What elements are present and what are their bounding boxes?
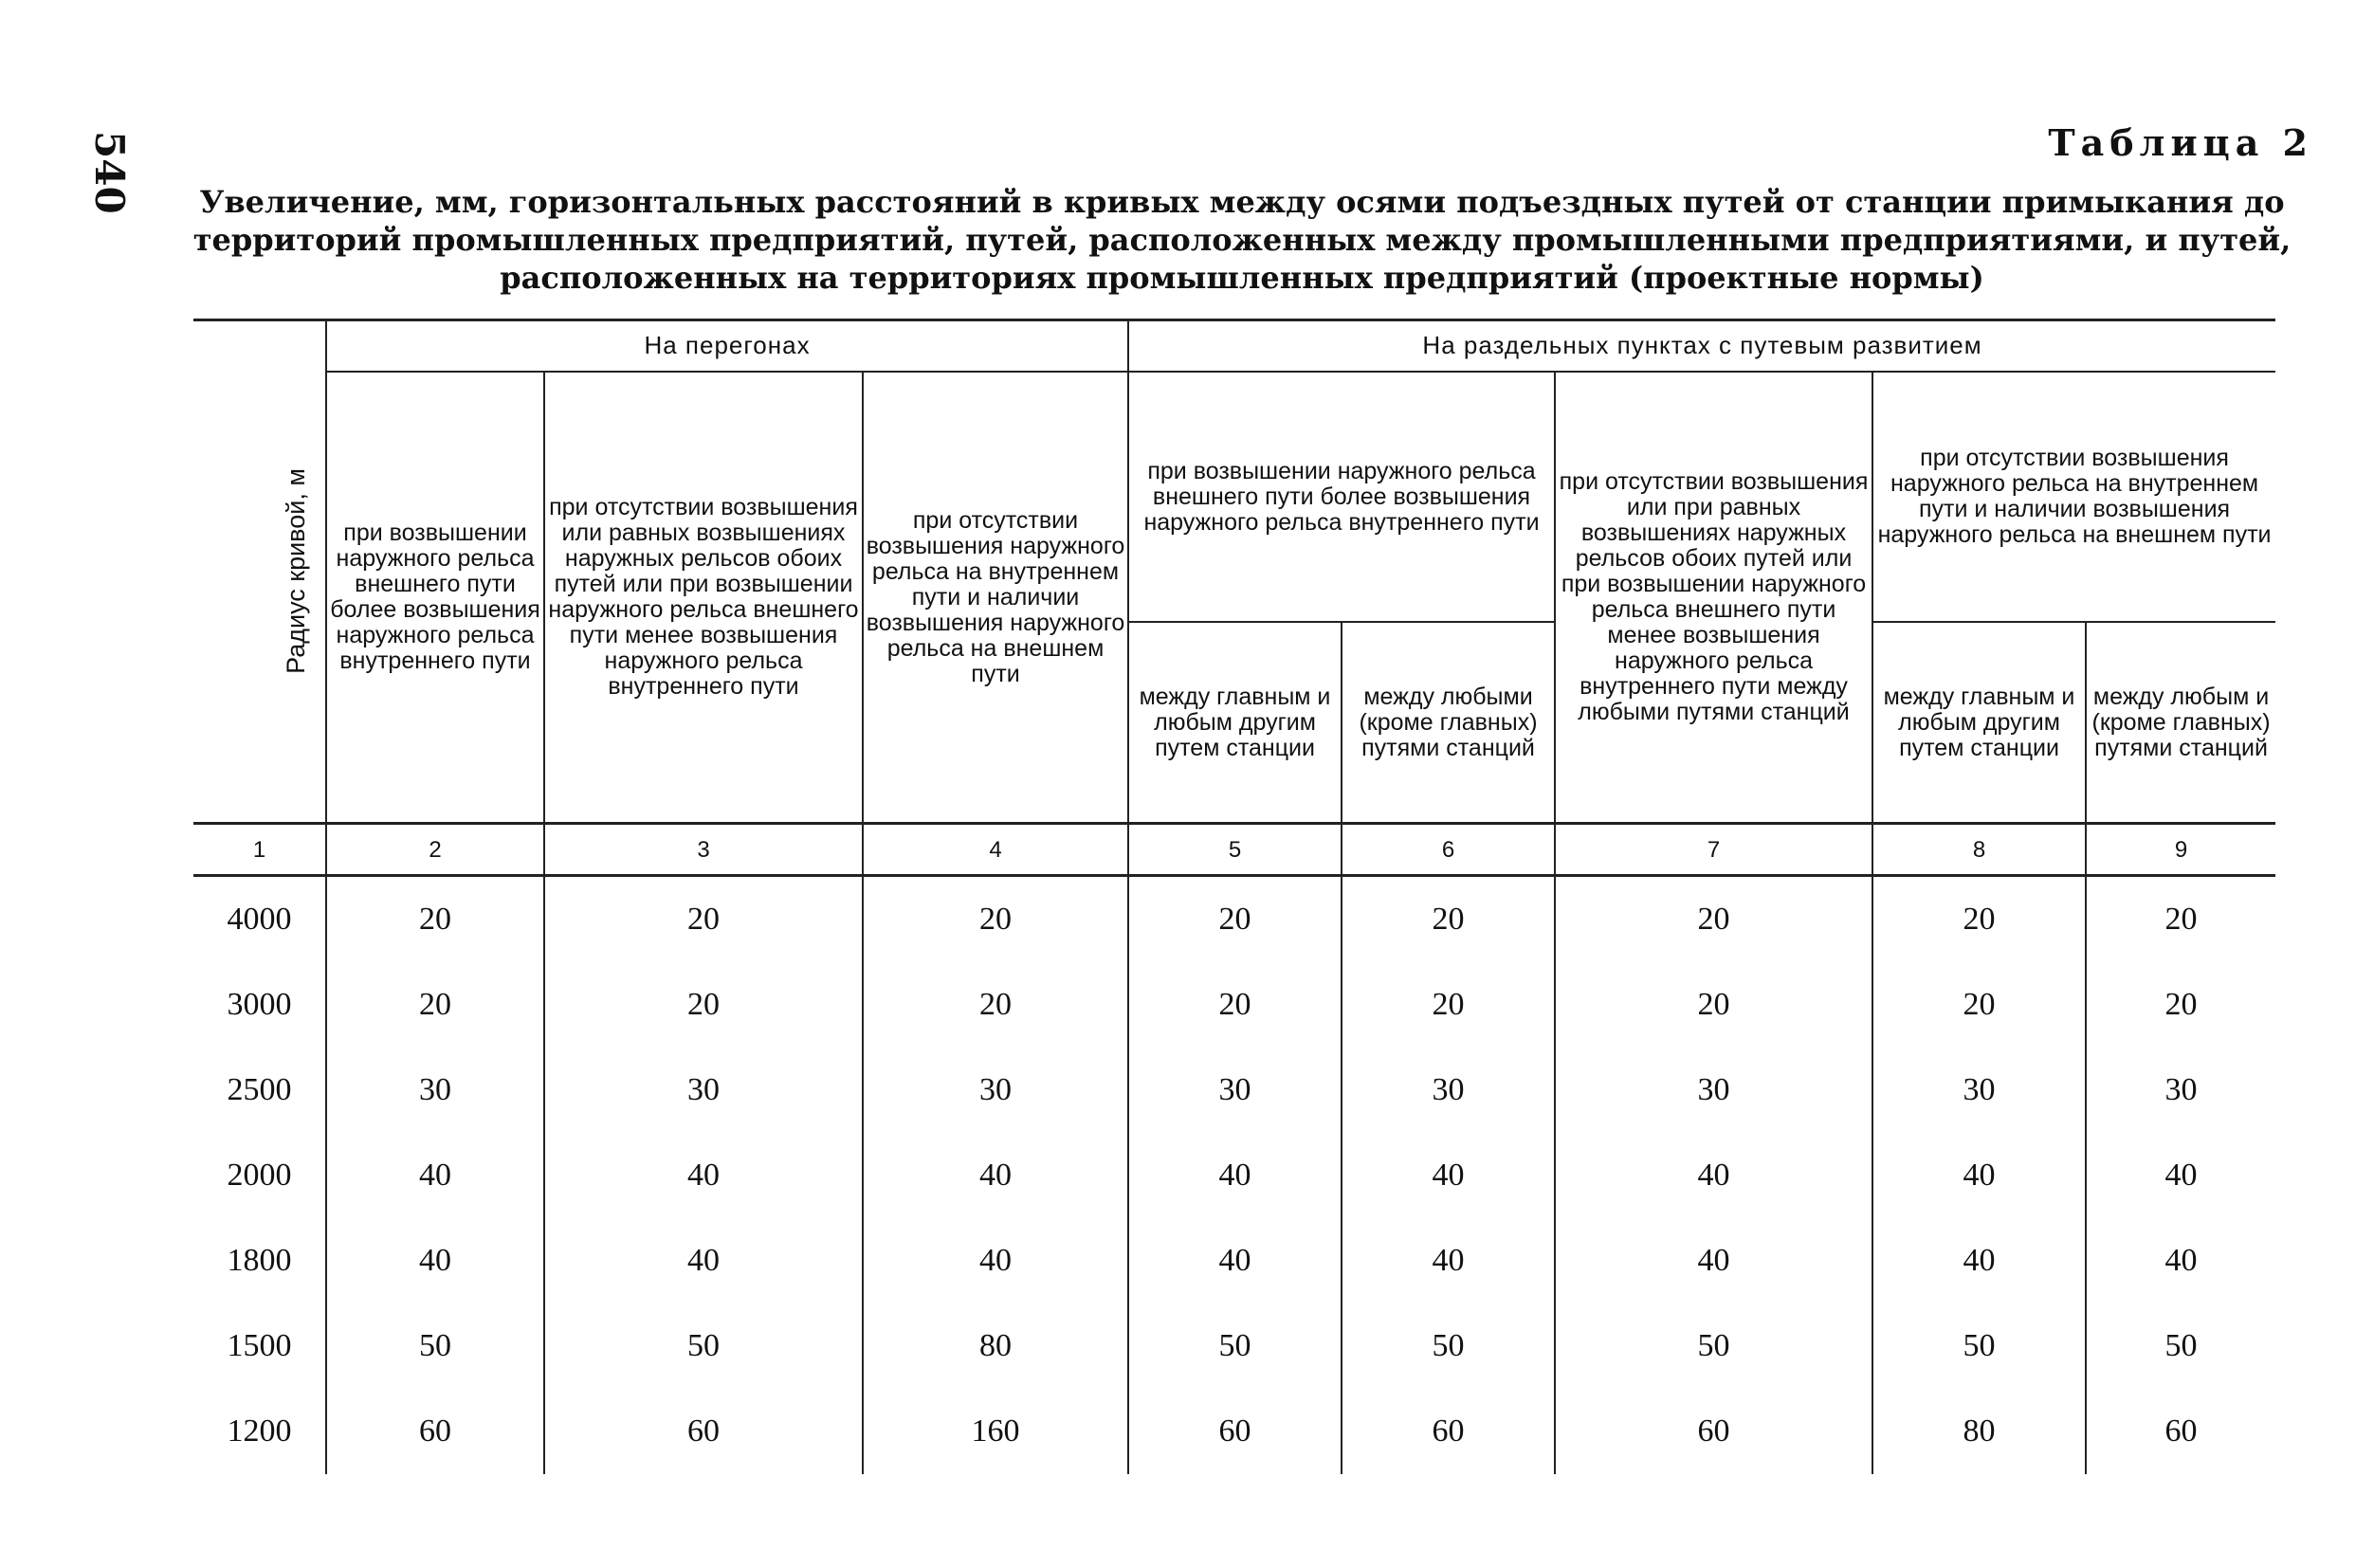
table-cell: 20: [863, 962, 1128, 1048]
table-cell: 60: [1128, 1389, 1342, 1474]
table-cell: 40: [1128, 1133, 1342, 1218]
table-cell: 40: [1342, 1133, 1555, 1218]
sub-b-header: [1872, 372, 2275, 622]
table-cell: 50: [544, 1304, 863, 1389]
table-cell: 40: [2086, 1218, 2275, 1304]
table-cell: 20: [2086, 876, 2275, 963]
radius-cell: 1200: [193, 1389, 326, 1474]
sub-a-header: [1128, 372, 1555, 622]
table-cell: 20: [1872, 876, 2086, 963]
table-cell: 40: [863, 1218, 1128, 1304]
col9-header: [2086, 622, 2275, 824]
col3-header-text: при отсутствии возвышения или равных возвышениях наружных рельсов обоих путей или при возвышении наружного рельса внешнего пути менее возвышения наружного рельса внутреннего пути: [548, 494, 859, 700]
col2-header: [326, 372, 544, 824]
table-cell: 20: [1555, 876, 1872, 963]
table-cell: 30: [1872, 1048, 2086, 1133]
col-number: 6: [1342, 824, 1555, 876]
table-cell: 20: [544, 962, 863, 1048]
table-cell: 60: [1342, 1389, 1555, 1474]
radius-cell: 1500: [193, 1304, 326, 1389]
table-cell: 160: [863, 1389, 1128, 1474]
table-cell: 40: [1128, 1218, 1342, 1304]
table-cell: 20: [1128, 876, 1342, 963]
table-cell: 50: [2086, 1304, 2275, 1389]
table-cell: 20: [544, 876, 863, 963]
table-cell: 30: [326, 1048, 544, 1133]
table-cell: 50: [1342, 1304, 1555, 1389]
table-cell: 20: [2086, 962, 2275, 1048]
table-cell: 20: [1342, 876, 1555, 963]
table-cell: 50: [326, 1304, 544, 1389]
table-row: [193, 1218, 2275, 1304]
col4-header-text: при отсутствии возвышения наружного рельса на внутреннем пути и наличии возвышения наружного рельса на внешнем пути: [866, 506, 1125, 687]
table-cell: 20: [326, 962, 544, 1048]
radius-cell: 3000: [193, 962, 326, 1048]
table-row: [193, 962, 2275, 1048]
col6-header: [1342, 622, 1555, 824]
col-number: 1: [193, 824, 326, 876]
table-cell: 40: [1342, 1218, 1555, 1304]
col5-header: [1128, 622, 1342, 824]
group-station-label: На раздельных пунктах с путевым развитием: [1422, 331, 1982, 359]
col-number: 2: [326, 824, 544, 876]
table-row: [193, 1304, 2275, 1389]
table-row: [193, 1048, 2275, 1133]
col7-header-text: при отсутствии возвышения или при равных возвышениях наружных рельсов обоих путей или при возвышении наружного рельса внешнего пути менее возвышения наружного рельса внутреннего пути между любыми путями станций: [1559, 468, 1869, 725]
table-row: [193, 1133, 2275, 1218]
col5-header-text: между главным и любым другим путем станции: [1139, 683, 1331, 761]
table-cell: 20: [1342, 962, 1555, 1048]
table-cell: 60: [326, 1389, 544, 1474]
table-row: [193, 1389, 2275, 1474]
table-cell: 50: [1128, 1304, 1342, 1389]
group-peregon-label: На перегонах: [644, 331, 811, 359]
radius-header: [193, 320, 326, 824]
table-label: Таблица 2: [2048, 121, 2313, 164]
col8-header-text: между главным и любым другим путем станции: [1883, 683, 2075, 761]
col-number: 5: [1128, 824, 1342, 876]
radius-cell: 2500: [193, 1048, 326, 1133]
table-cell: 40: [326, 1133, 544, 1218]
col6-header-text: между любыми (кроме главных) путями станций: [1359, 683, 1538, 761]
table-cell: 40: [1872, 1133, 2086, 1218]
table-cell: 40: [326, 1218, 544, 1304]
table-cell: 40: [544, 1218, 863, 1304]
table-cell: 40: [1555, 1218, 1872, 1304]
table-cell: 50: [1555, 1304, 1872, 1389]
col8-header: [1872, 622, 2086, 824]
table-cell: 60: [1555, 1389, 1872, 1474]
table-cell: 30: [1128, 1048, 1342, 1133]
table-cell: 40: [544, 1133, 863, 1218]
table-cell: 20: [863, 876, 1128, 963]
page-number: 540: [86, 131, 133, 214]
col2-header-text: при возвышении наружного рельса внешнего пути более возвышения наружного рельса внутреннего пути: [330, 520, 540, 674]
sub-b-header-text: при отсутствии возвышения наружного рельса на внутреннем пути и наличии возвышения наружного рельса на внешнем пути: [1877, 445, 2272, 548]
radius-cell: 2000: [193, 1133, 326, 1218]
radius-cell: 4000: [193, 876, 326, 963]
group-peregon-header: [326, 320, 1128, 373]
col-number: 8: [1872, 824, 2086, 876]
table-cell: 30: [544, 1048, 863, 1133]
sub-a-header-text: при возвышении наружного рельса внешнего пути более возвышения наружного рельса внутреннего пути: [1143, 457, 1540, 536]
radius-header-label: Радиус кривой, м: [281, 468, 310, 674]
col4-header: [863, 372, 1128, 824]
table-cell: 80: [1872, 1389, 2086, 1474]
table-row: [193, 876, 2275, 963]
table-cell: 40: [1872, 1218, 2086, 1304]
table-cell: 60: [2086, 1389, 2275, 1474]
col3-header: [544, 372, 863, 824]
table-cell: 20: [326, 876, 544, 963]
table-cell: 20: [1872, 962, 2086, 1048]
table-cell: 40: [2086, 1133, 2275, 1218]
table-cell: 30: [1555, 1048, 1872, 1133]
col-number: 9: [2086, 824, 2275, 876]
table-cell: 20: [1555, 962, 1872, 1048]
radius-cell: 1800: [193, 1218, 326, 1304]
col-number: 7: [1555, 824, 1872, 876]
table-cell: 30: [1342, 1048, 1555, 1133]
col-number: 3: [544, 824, 863, 876]
data-table: [193, 319, 2275, 1474]
table-cell: 40: [1555, 1133, 1872, 1218]
col-number: 4: [863, 824, 1128, 876]
group-station-header: [1128, 320, 2275, 373]
table-cell: 80: [863, 1304, 1128, 1389]
col7-header: [1555, 372, 1872, 824]
table-cell: 60: [544, 1389, 863, 1474]
table-cell: 30: [863, 1048, 1128, 1133]
table-cell: 30: [2086, 1048, 2275, 1133]
table-cell: 40: [863, 1133, 1128, 1218]
table-cell: 20: [1128, 962, 1342, 1048]
col9-header-text: между любым и (кроме главных) путями станций: [2091, 683, 2271, 761]
table-cell: 50: [1872, 1304, 2086, 1389]
table-caption: Увеличение, мм, горизонтальных расстояний в кривых между осями подъездных путей от станции примыкания до территорий промышленных предприятий, путей, расположенных между промышленными предприятиями, и путей, расположенных на территориях промышленных предприятий (проектные нормы): [192, 184, 2292, 296]
